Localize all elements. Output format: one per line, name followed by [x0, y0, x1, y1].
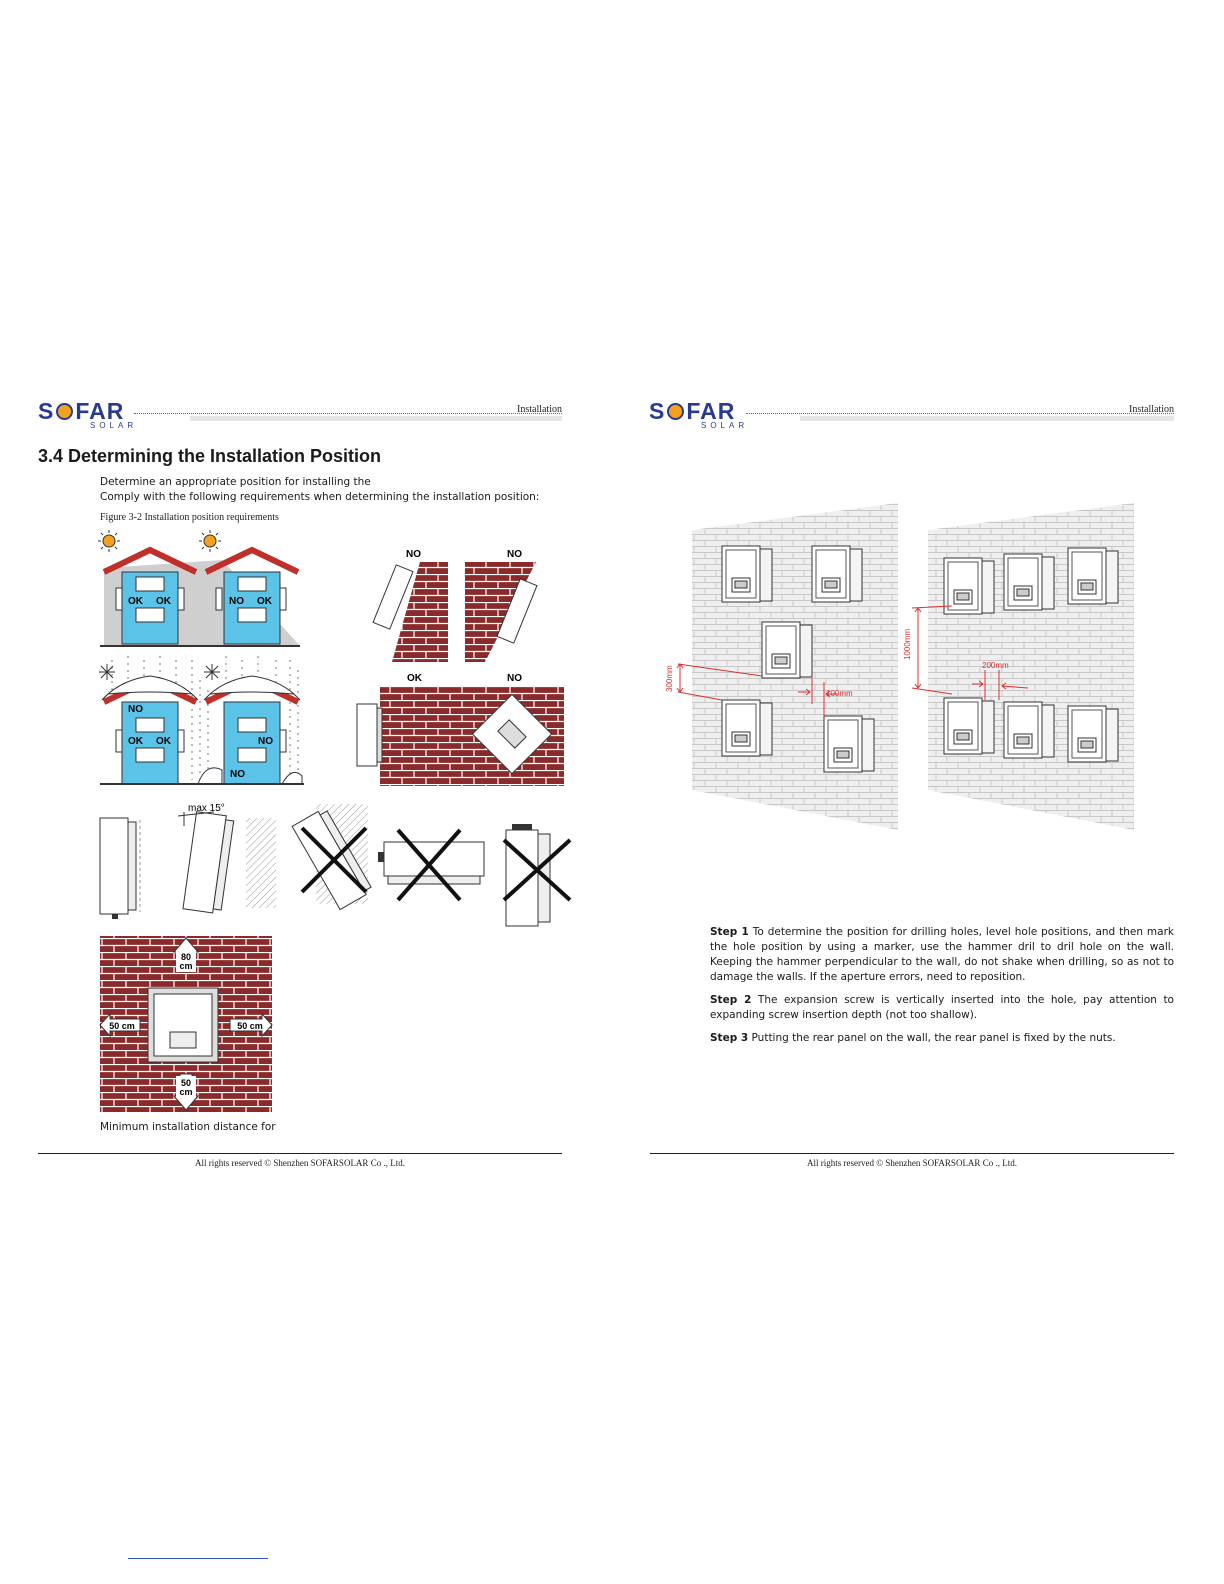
- inverter-3: [762, 622, 812, 678]
- inverter-8: [1068, 548, 1118, 604]
- inverter-5: [824, 716, 874, 772]
- intro-line-1: Determine an appropriate position for installing the: [100, 476, 371, 488]
- logo-subtitle: SOLAR: [701, 421, 749, 430]
- clearance-left: 50 cm: [109, 1021, 135, 1031]
- snowflake-icon: [99, 664, 115, 680]
- footer-rule: [38, 1153, 562, 1154]
- wall-label-bottom-left: OK: [407, 673, 422, 684]
- clearance-right: 50 cm: [237, 1021, 263, 1031]
- house-label-no-1: NO: [229, 596, 244, 607]
- house-label-ok-3: OK: [257, 596, 272, 607]
- header-section-title: Installation: [1129, 404, 1174, 415]
- house-row-sun: [98, 530, 300, 646]
- link-underline[interactable]: [128, 1558, 268, 1559]
- clearance-bottom-unit: cm: [179, 1087, 193, 1097]
- inverter-2: [812, 546, 862, 602]
- section-heading: 3.4 Determining the Installation Position: [38, 446, 382, 466]
- inverter-4: [722, 700, 772, 756]
- footer-copyright: All rights reserved © Shenzhen SOFARSOLAR Co ., Ltd.: [195, 1158, 405, 1168]
- min-distance-caption: Minimum installation distance for: [100, 1121, 276, 1133]
- dimension-100mm: 100mm: [826, 689, 853, 698]
- snow-label-no-2: NO: [258, 736, 273, 747]
- snow-label-no-3: NO: [230, 769, 245, 780]
- step-3-label: Step 3: [710, 1032, 749, 1044]
- snow-label-no-1: NO: [128, 704, 143, 715]
- tilt-angle-row: [100, 803, 570, 926]
- inverter-11: [1068, 706, 1118, 762]
- clearance-top-unit: cm: [179, 961, 193, 971]
- dimension-300mm: 300mm: [665, 665, 674, 692]
- footer-copyright: All rights reserved © Shenzhen SOFARSOLAR Co ., Ltd.: [807, 1158, 1017, 1168]
- snowflake-icon-2: [204, 664, 220, 680]
- logo-letter-s: S: [649, 398, 666, 424]
- step-1: [710, 925, 1174, 985]
- inverter-7: [1004, 554, 1054, 610]
- step-1-text: To determine the position for drilling holes, level hole positions, and then mark the hole position by using a marker, use the hammer dril to dril hole on the wall. Keeping the hammer perpendicular to the wall, do not shake when drilling, so as not to damage the walls. If the aperture errors, need to reposition.: [710, 926, 1174, 983]
- step-3-text: Putting the rear panel on the wall, the rear panel is fixed by the nuts.: [748, 1032, 1116, 1044]
- step-2-text: The expansion screw is vertically inserted into the hole, pay attention to expanding screw insertion depth (not too shallow).: [710, 994, 1174, 1021]
- step-1-label: Step 1: [710, 926, 749, 938]
- dimension-200mm: 200mm: [982, 661, 1009, 670]
- sun-icon-2: [199, 530, 221, 552]
- inverter-10: [1004, 702, 1054, 758]
- installation-steps: [710, 925, 1174, 1054]
- clearance-top-value: 80: [180, 952, 192, 962]
- house-label-ok-1: OK: [128, 596, 143, 607]
- house-label-ok-2: OK: [156, 596, 171, 607]
- footer-rule: [650, 1153, 1174, 1154]
- snow-label-ok-2: OK: [156, 736, 171, 747]
- wall-label-bottom-right: NO: [507, 673, 522, 684]
- house-row-snow: [99, 656, 304, 784]
- step-2: [710, 993, 1174, 1023]
- logo-letters: FAR: [75, 398, 125, 424]
- step-2-label: Step 2: [710, 994, 752, 1006]
- wall-orientation-grid: [357, 549, 564, 786]
- inverter-1: [722, 546, 772, 602]
- logo-letter-s: S: [38, 398, 55, 424]
- header-section-title: Installation: [517, 404, 562, 415]
- intro-line-2: Comply with the following requirements when determining the installation position:: [100, 491, 540, 503]
- clearance-bottom-value: 50: [180, 1078, 192, 1088]
- wall-label-top-left: NO: [406, 549, 421, 560]
- inverter-9: [944, 698, 994, 754]
- dimension-1000mm: 1000mm: [903, 628, 912, 660]
- step-3: [710, 1031, 1174, 1046]
- clearance-diagram: [100, 936, 272, 1112]
- tilt-label: max 15°: [188, 803, 225, 814]
- wall-spacing-figure: [612, 0, 1224, 1584]
- sun-icon: [98, 530, 120, 552]
- logo-letters: FAR: [686, 398, 736, 424]
- snow-label-ok-1: OK: [128, 736, 143, 747]
- wall-label-top-right: NO: [507, 549, 522, 560]
- figure-caption: Figure 3-2 Installation position requirements: [100, 512, 279, 523]
- logo-subtitle: SOLAR: [90, 421, 138, 430]
